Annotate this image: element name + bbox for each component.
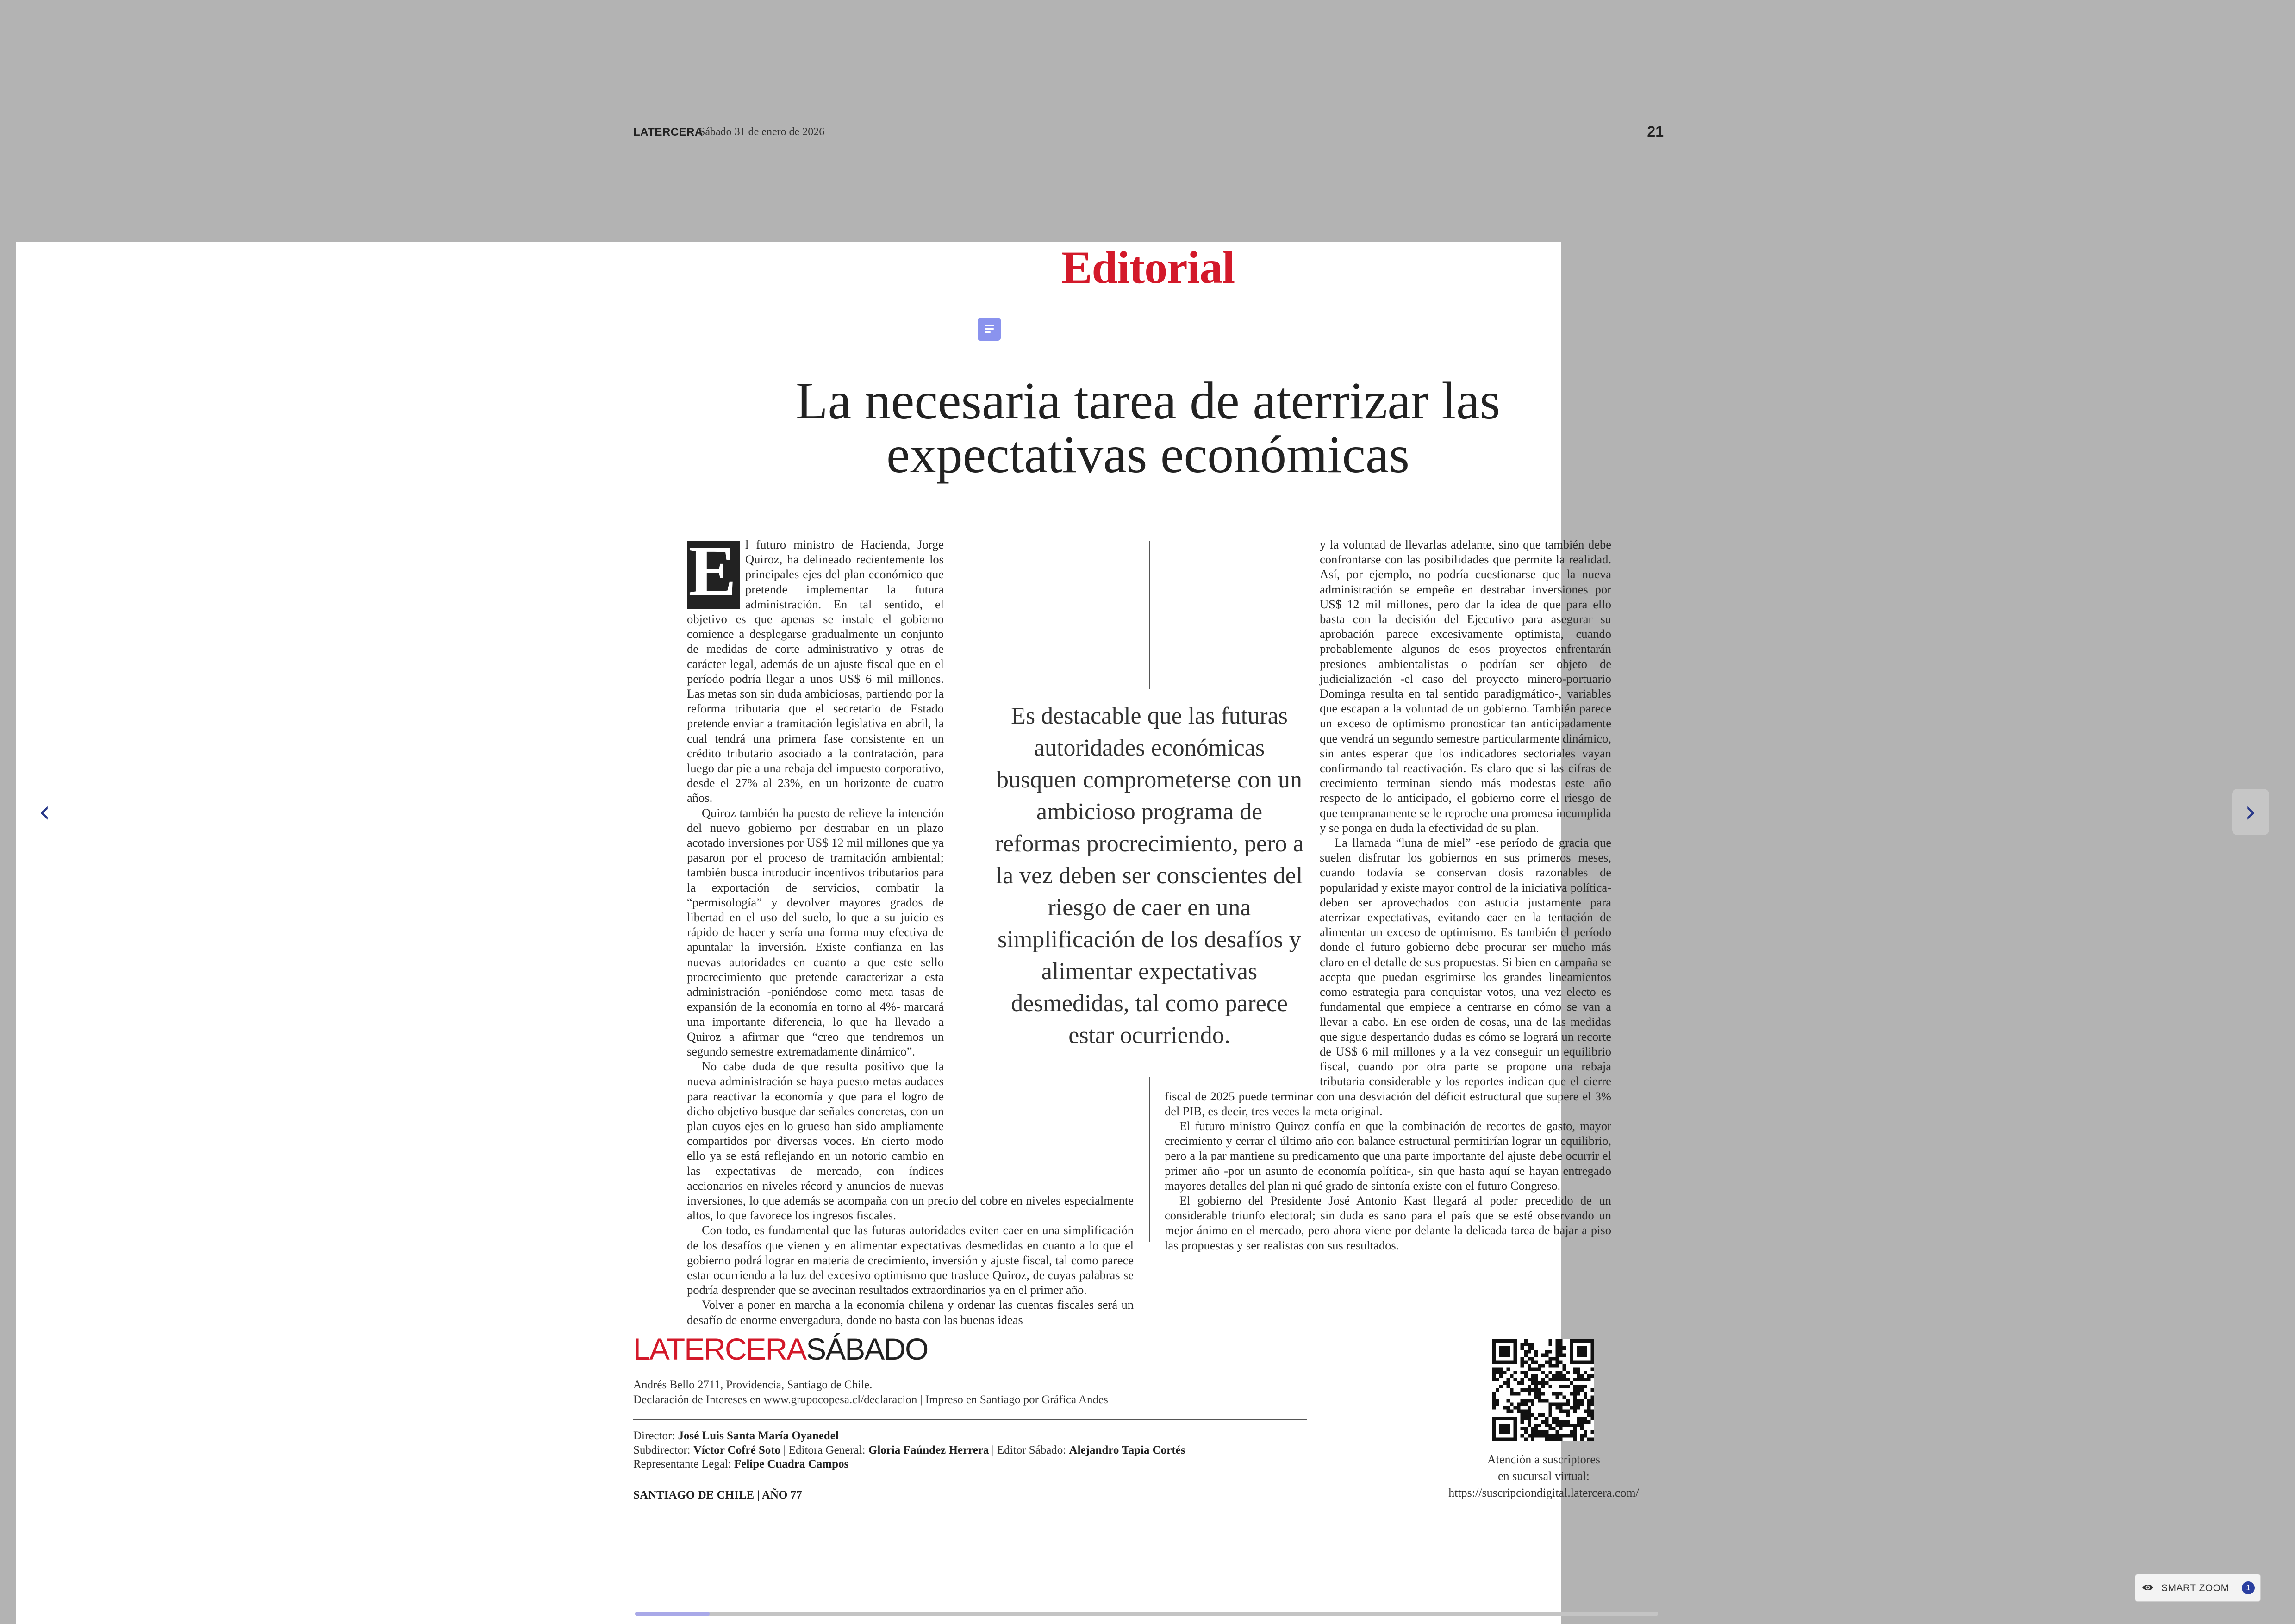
pull-quote: Es destacable que las futuras autoridades económicas busquen comprometerse con un ambicioso programa de reformas procrecimiento, pero a la vez deben ser conscientes del riesgo de caer en una simplificación de los desafíos y alimentar expectativas desmedidas, tal como parece estar ocurriendo.	[995, 703, 1304, 1049]
paragraph: El gobierno del Presidente José Antonio Kast llegará al poder precedido de un considerable triunfo electoral; sin duda es sano para el país que se esté observando un mejor ánimo en el mercado, pero ahora viene por delante la delicada tarea de bajar a piso las propuestas y ser realistas con sus resultados.	[1165, 1193, 1611, 1252]
footer-brand-edition: SÁBADO	[806, 1332, 928, 1366]
eye-icon	[2142, 1583, 2154, 1592]
page-progress-bar[interactable]	[635, 1612, 1658, 1616]
smart-zoom-label: SMART ZOOM	[2161, 1583, 2229, 1593]
note-icon[interactable]	[978, 318, 1001, 341]
next-page-button[interactable]	[2232, 789, 2269, 835]
paragraph: Con todo, es fundamental que las futuras autoridades eviten caer en una simplificación de los desafíos que vienen y en alimentar expectativas desmedidas en cuanto a lo que el gobierno podrá lograr en materia de crecimiento, inversión y ajuste fiscal, tal como parece estar ocurriendo a la luz del excesivo optimismo que trasluce Quiroz, de cuyas palabras se podría desprender que se avecinan resultados extraordinarios ya en el primer año.	[687, 1223, 1134, 1297]
paragraph: l futuro ministro de Hacienda, Jorge Quiroz, ha delineado recientemente los principales ejes del plan económico que pretende implementar la futura administración. En tal sentido, el objetivo es que apenas se instale el gobierno comience a desplegarse gradualmente un conjunto de medidas de corte administrativo y otras de carácter legal, además de un ajuste fiscal que en el período podría llegar a unos US$ 6 mil millones. Las metas son sin duda ambiciosas, partiendo por la reforma tributaria que el secretario de Estado pretende enviar a tramitación legislativa en abril, la cual tendrá una primera fase consistente en un crédito tributario asociado a la contratación, para luego dar pie a una rebaja del impuesto corporativo, desde el 27% al 23%, en un horizonte de cuatro años.	[687, 537, 944, 805]
footer-divider	[633, 1419, 1307, 1420]
paragraph: Volver a poner en marcha a la economía chilena y ordenar las cuentas fiscales será un desafío de enorme envergadura, donde no basta con las buenas ideas	[687, 1298, 1134, 1327]
page-progress-fill	[635, 1612, 710, 1616]
column-divider-top	[1149, 541, 1150, 689]
footer-address: Andrés Bello 2711, Providencia, Santiago de Chile.	[633, 1379, 873, 1391]
chevron-left-icon: ‹	[38, 795, 50, 829]
paragraph: El futuro ministro Quiroz confía en que la combinación de recortes de gasto, mayor crecimiento y cerrar el último año con balance estructural permitirían lograr un equilibrio, pero a la par mantiene su predicamento que una parte importante del ajuste debe ocurrir el primer año -por un asunto de economía política-, sin que hasta aquí se hayan entregado mayores detalles del plan ni qué grado de sintonía existe con el futuro Congreso.	[1165, 1118, 1611, 1193]
qr-caption-line: Atención a suscriptores	[1487, 1453, 1601, 1466]
previous-page-button[interactable]	[26, 789, 63, 835]
footer-city-year: SANTIAGO DE CHILE | AÑO 77	[633, 1489, 802, 1501]
qr-caption	[1416, 1451, 1671, 1501]
article-headline	[722, 371, 1574, 484]
qr-code[interactable]	[1492, 1339, 1594, 1441]
smart-zoom-button[interactable]	[2135, 1574, 2261, 1602]
paragraph: y la voluntad de llevarlas adelante, sino que también debe confrontarse con las posibilidades que permite la realidad. Así, por ejemplo, no podría cuestionarse que la nueva administración se empeñe en destrabar inversiones por US$ 12 mil millones, pero dar la idea de que para ello basta con la decisión del Ejecutivo para asegurar su aprobación parece excesivamente optimista, cuando probablemente algunos de esos proyectos enfrentarán presiones ambientalistas o podrían ser objeto de judicialización -el caso del proyecto minero-portuario Dominga resulta en tal sentido paradigmático-, variables que escapan a la voluntad de un gobierno. También parece un exceso de optimismo pronosticar tan anticipadamente que vendrá un segundo semestre particularmente dinámico, sin antes esperar que los indicadores sectoriales vayan confirmando tal reactivación. Es claro que si las cifras de crecimiento terminan siendo más modestas este año respecto de lo anticipado, el gobierno corre el riesgo de que tempranamente se le reproche una promesa incumplida y se ponga en duda la efectividad de su plan.	[1320, 537, 1611, 835]
footer-brand-name: LATERCERA	[633, 1332, 806, 1366]
page-header	[633, 125, 1664, 144]
paragraph: No cabe duda de que resulta positivo que la nueva administración se haya puesto metas audaces para reactivar la economía y que para el logro de dicho objetivo busque dar señales concretas, con un plan cuyos ejes en lo grueso han sido ampliamente compartidos por diversas voces. En cierto modo ello ya se está reflejando en un notorio cambio en las expectativas de mercado, con índices accionarios en niveles récord y anuncios de nuevas inversiones, lo que además se acompaña con un precio del cobre en niveles especialmente altos, lo que favorece los ingresos fiscales.	[687, 1059, 1134, 1223]
footer-director: Director: José Luis Santa María Oyanedel	[633, 1430, 839, 1442]
paragraph: Quiroz también ha puesto de relieve la intención del nuevo gobierno por destrabar en un plazo acotado inversiones por US$ 12 mil millones que ya pasaron por el proceso de tramitación ambiental; también busca introducir incentivos tributarios para la exportación de servicios, combatir la “permisología” y devolver mayores grados de libertad en el uso del suelo, lo que a su juicio es rápido de hacer y sería una forma muy efectiva de apuntalar la inversión. Existe confianza en las nuevas autoridades en cuanto a que este sello procrecimiento que pretende caracterizar a esta administración -poniéndose como meta tasas de expansión de la economía en torno al 4%- marcará una importante diferencia, lo que ha llevado a Quiroz a afirmar que “creo que tendremos un segundo semestre extremadamente dinámico”.	[687, 806, 944, 1058]
qr-caption-link[interactable]: https://suscripciondigital.latercera.com/	[1448, 1486, 1639, 1499]
drop-cap: E	[687, 541, 740, 609]
smart-zoom-badge: 1	[2242, 1581, 2255, 1594]
headline-line-2: expectativas económicas	[886, 425, 1409, 484]
header-date: Sábado 31 de enero de 2026	[699, 126, 825, 138]
section-title: Editorial	[1061, 242, 1235, 293]
footer-representative: Representante Legal: Felipe Cuadra Campos	[633, 1458, 849, 1470]
paragraph: La llamada “luna de miel” -ese período de gracia que suelen disfrutar los gobiernos en sus primeros meses, cuando todavía se conservan dosis razonables de popularidad y existe mayor control de la iniciativa política- deben ser aprovechados con astucia justamente para aterrizar expectativas, evitando caer en la tentación de alimentar un exceso de optimismo. Es también el período donde el futuro gobierno debe procurar ser mucho más claro en el detalle de sus propuestas. Si bien en campaña se acepta que puedan esgrimirse los grandes lineamientos como estrategia para conquistar votos, una vez electo es fundamental que empiece a centrarse en cómo se van a llevar a cabo. En ese orden de cosas, una de las medidas que sigue despertando dudas es cómo se logrará un recorte de US$ 6 mil millones y a la vez conseguir un equilibrio fiscal, cuando por otra parte se propone una rebaja tributaria considerable y los reportes indican que el cierre fiscal de 2025 puede terminar con una desviación del déficit estructural que supere el 3% del PIB, es decir, tres veces la meta original.	[1165, 836, 1611, 1118]
footer-declaration: Declaración de Intereses en www.grupocopesa.cl/declaracion | Impreso en Santiago por Gráfica Andes	[633, 1393, 1108, 1406]
headline-line-1: La necesaria tarea de aterrizar las	[795, 371, 1501, 430]
header-brand: LATERCERA	[633, 126, 703, 138]
qr-caption-line: en sucursal virtual:	[1498, 1469, 1590, 1483]
chevron-right-icon: ›	[2245, 795, 2257, 829]
footer-editors: Subdirector: Víctor Cofré Soto | Editora General: Gloria Faúndez Herrera | Editor Sábado: Alejandro Tapia Cortés	[633, 1444, 1185, 1456]
column-divider-bottom	[1149, 1077, 1150, 1242]
footer-brand	[633, 1331, 928, 1367]
page-number: 21	[1647, 123, 1664, 140]
